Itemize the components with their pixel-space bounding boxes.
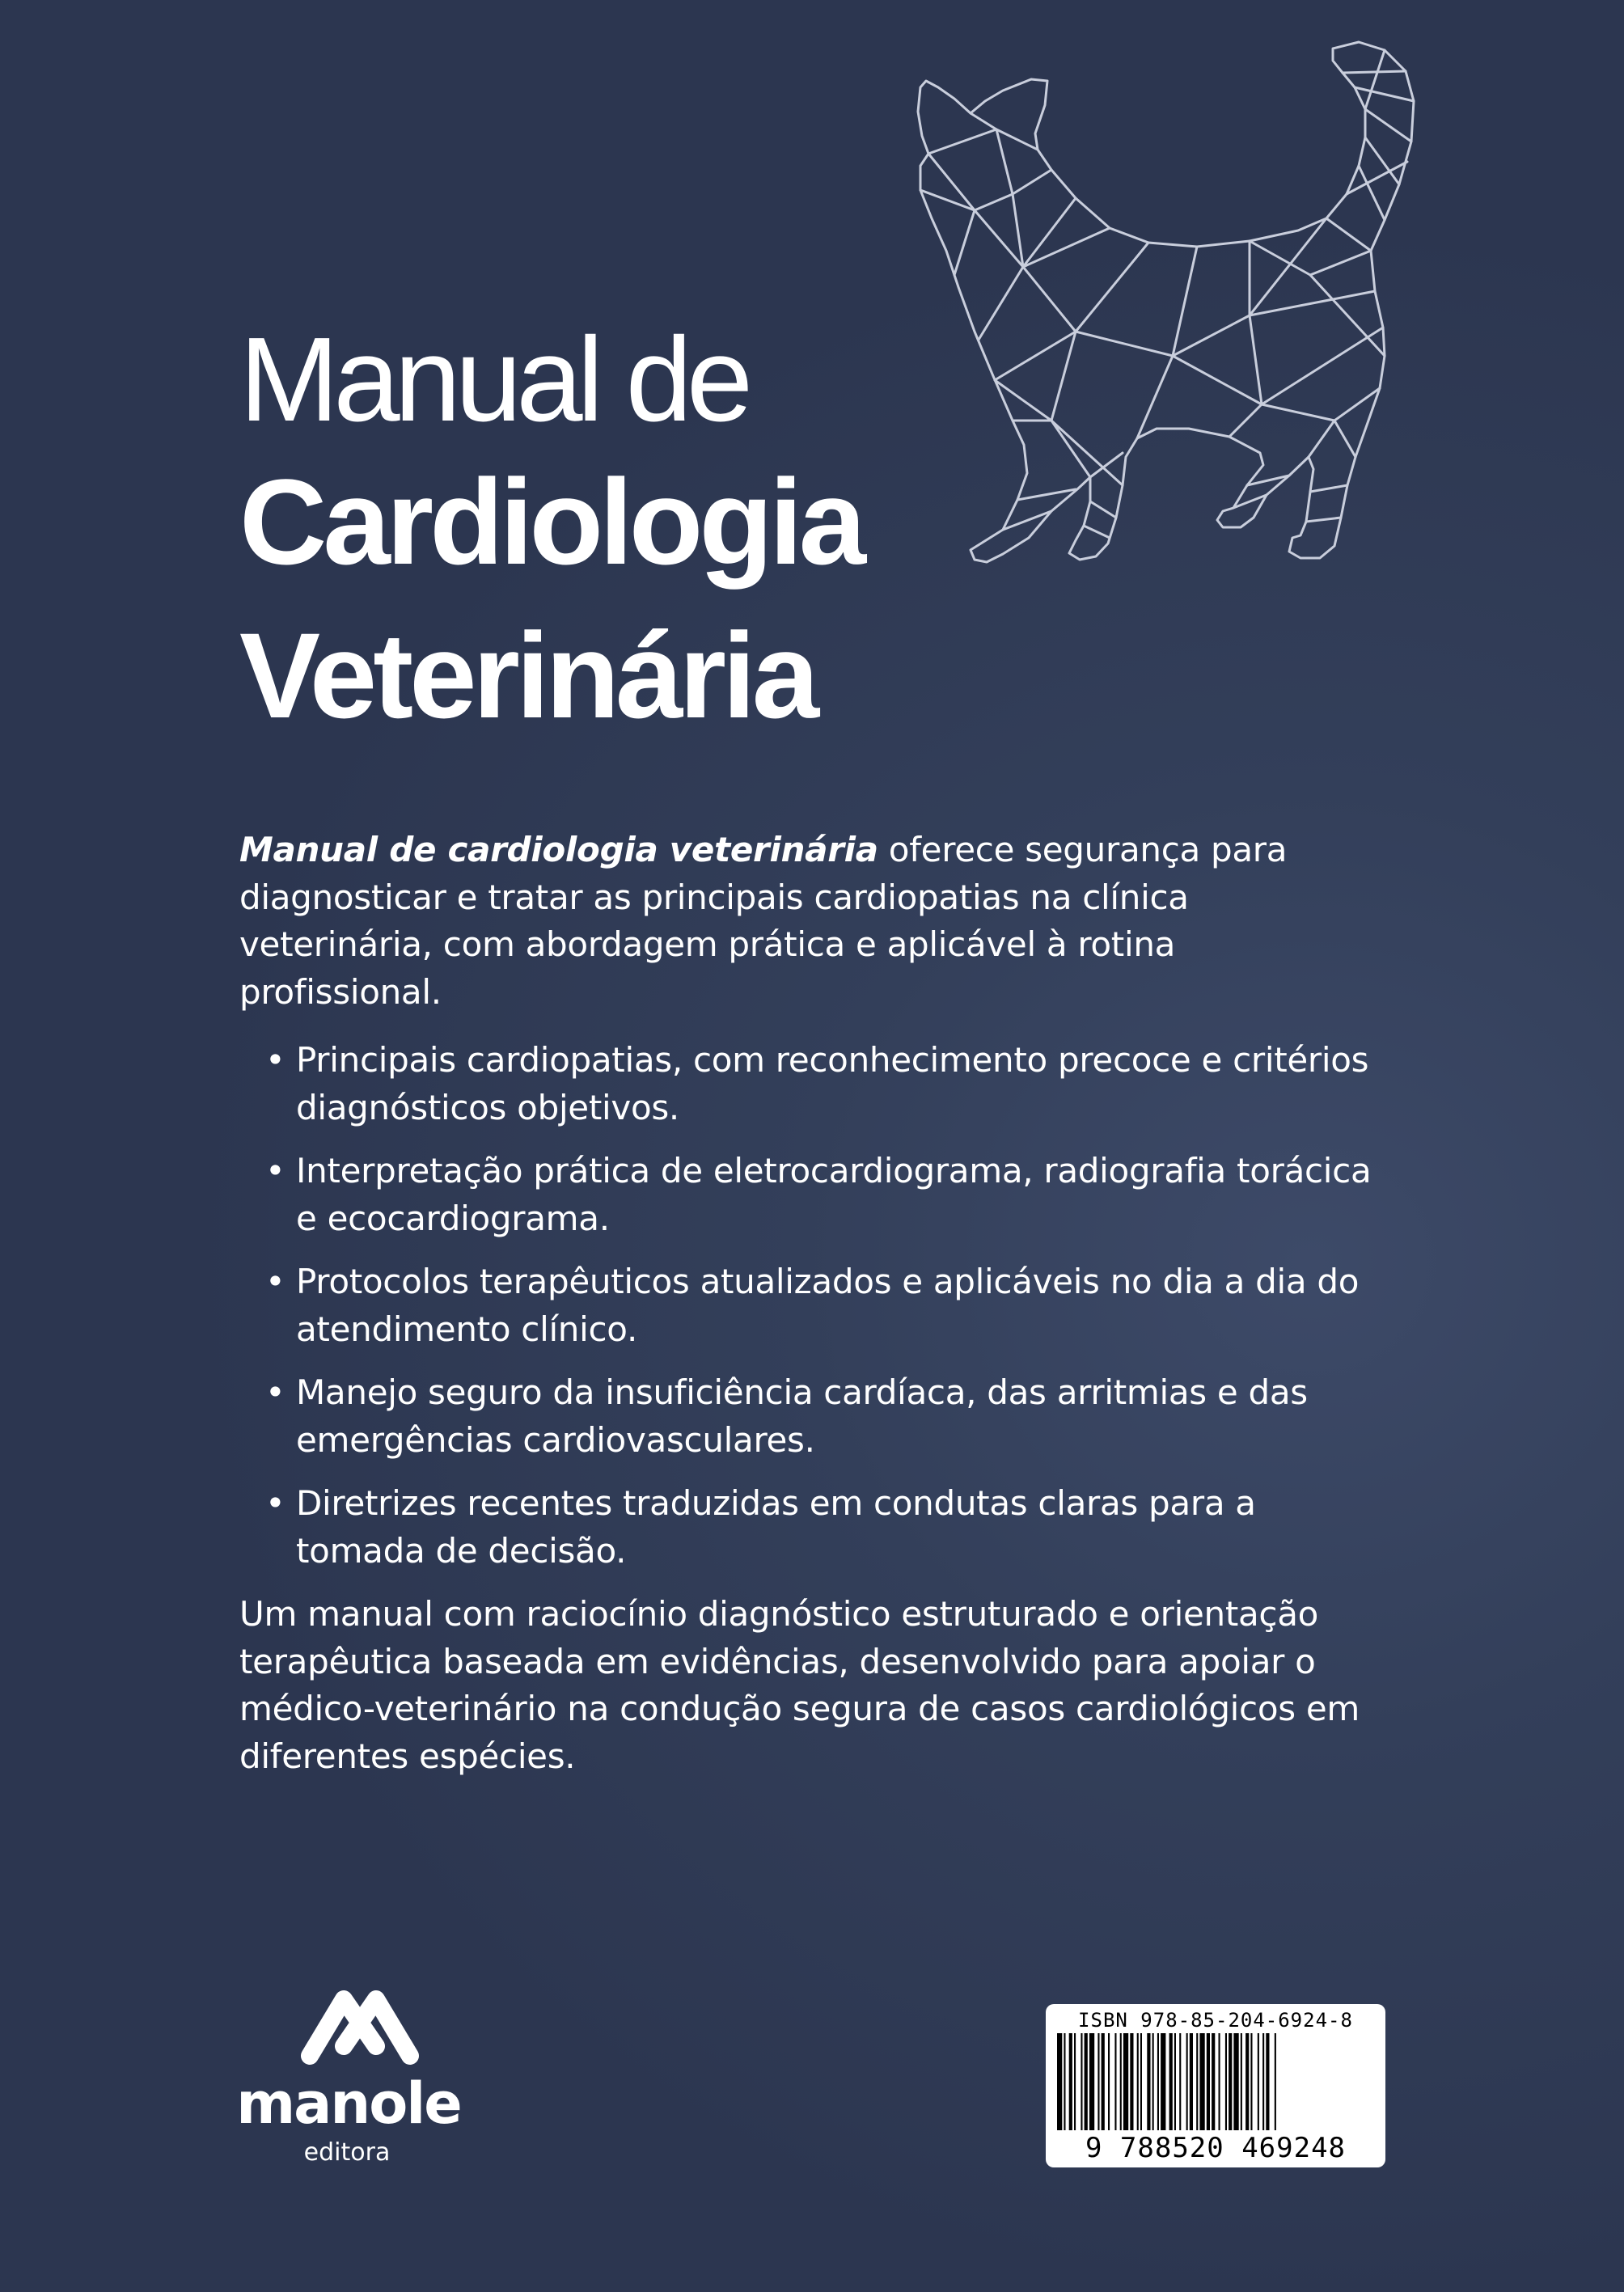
publisher-subtitle: editora bbox=[303, 2138, 391, 2167]
list-item bbox=[239, 1480, 1386, 1575]
closing-paragraph: Um manual com raciocínio diagnóstico estruturado e orientação terapêutica baseada em evidências, desenvolvido para apoiar o médico-veterinário na condução segura de casos cardiológicos em diferentes espécies. bbox=[239, 1594, 1360, 1776]
barcode-bars bbox=[1052, 2033, 1379, 2130]
bullet-icon: • bbox=[265, 1151, 285, 1190]
intro-paragraph bbox=[239, 827, 1386, 1016]
book-title bbox=[239, 315, 862, 752]
isbn-barcode bbox=[1046, 2004, 1385, 2167]
intro-text: oferece segurança para diagnosticar e tratar as principais cardiopatias na clínica veterinária, com abordagem prática e aplicável à rotina profissional. bbox=[239, 830, 1288, 1012]
list-item-text: Diretrizes recentes traduzidas em condutas claras para a tomada de decisão. bbox=[296, 1483, 1256, 1571]
list-item-text: Manejo seguro da insuficiência cardíaca, das arritmias e das emergências cardiovasculares. bbox=[296, 1372, 1308, 1460]
list-item bbox=[239, 1148, 1386, 1242]
title-line-cardiologia: Cardiologia bbox=[239, 454, 863, 590]
back-cover-description bbox=[239, 827, 1386, 1780]
bullet-icon: • bbox=[265, 1372, 285, 1412]
list-item bbox=[239, 1258, 1386, 1353]
list-item-text: Interpretação prática de eletrocardiograma, radiografia torácica e ecocardiograma. bbox=[296, 1151, 1372, 1238]
list-item-text: Protocolos terapêuticos atualizados e aplicáveis no dia a dia do atendimento clínico. bbox=[296, 1262, 1360, 1349]
title-line-manual-de: Manual de bbox=[239, 313, 748, 446]
manole-logo-icon bbox=[295, 1981, 425, 2070]
publisher-name: manole bbox=[236, 2070, 461, 2137]
bullet-icon: • bbox=[265, 1040, 285, 1080]
cat-line-illustration bbox=[904, 39, 1422, 579]
list-item bbox=[239, 1369, 1386, 1464]
bullet-icon: • bbox=[265, 1262, 285, 1301]
bullet-icon: • bbox=[265, 1483, 285, 1523]
list-item bbox=[239, 1037, 1386, 1131]
intro-book-name: Manual de cardiologia veterinária bbox=[239, 830, 878, 869]
publisher-logo bbox=[236, 1981, 477, 2169]
feature-list bbox=[239, 1037, 1386, 1575]
list-item-text: Principais cardiopatias, com reconhecimento precoce e critérios diagnósticos objetivos. bbox=[296, 1040, 1369, 1127]
barcode-digits: 9 788520 469248 bbox=[1085, 2132, 1347, 2164]
isbn-label: ISBN 978-85-204-6924-8 bbox=[1078, 2009, 1353, 2032]
title-line-veterinaria: Veterinária bbox=[239, 607, 816, 743]
